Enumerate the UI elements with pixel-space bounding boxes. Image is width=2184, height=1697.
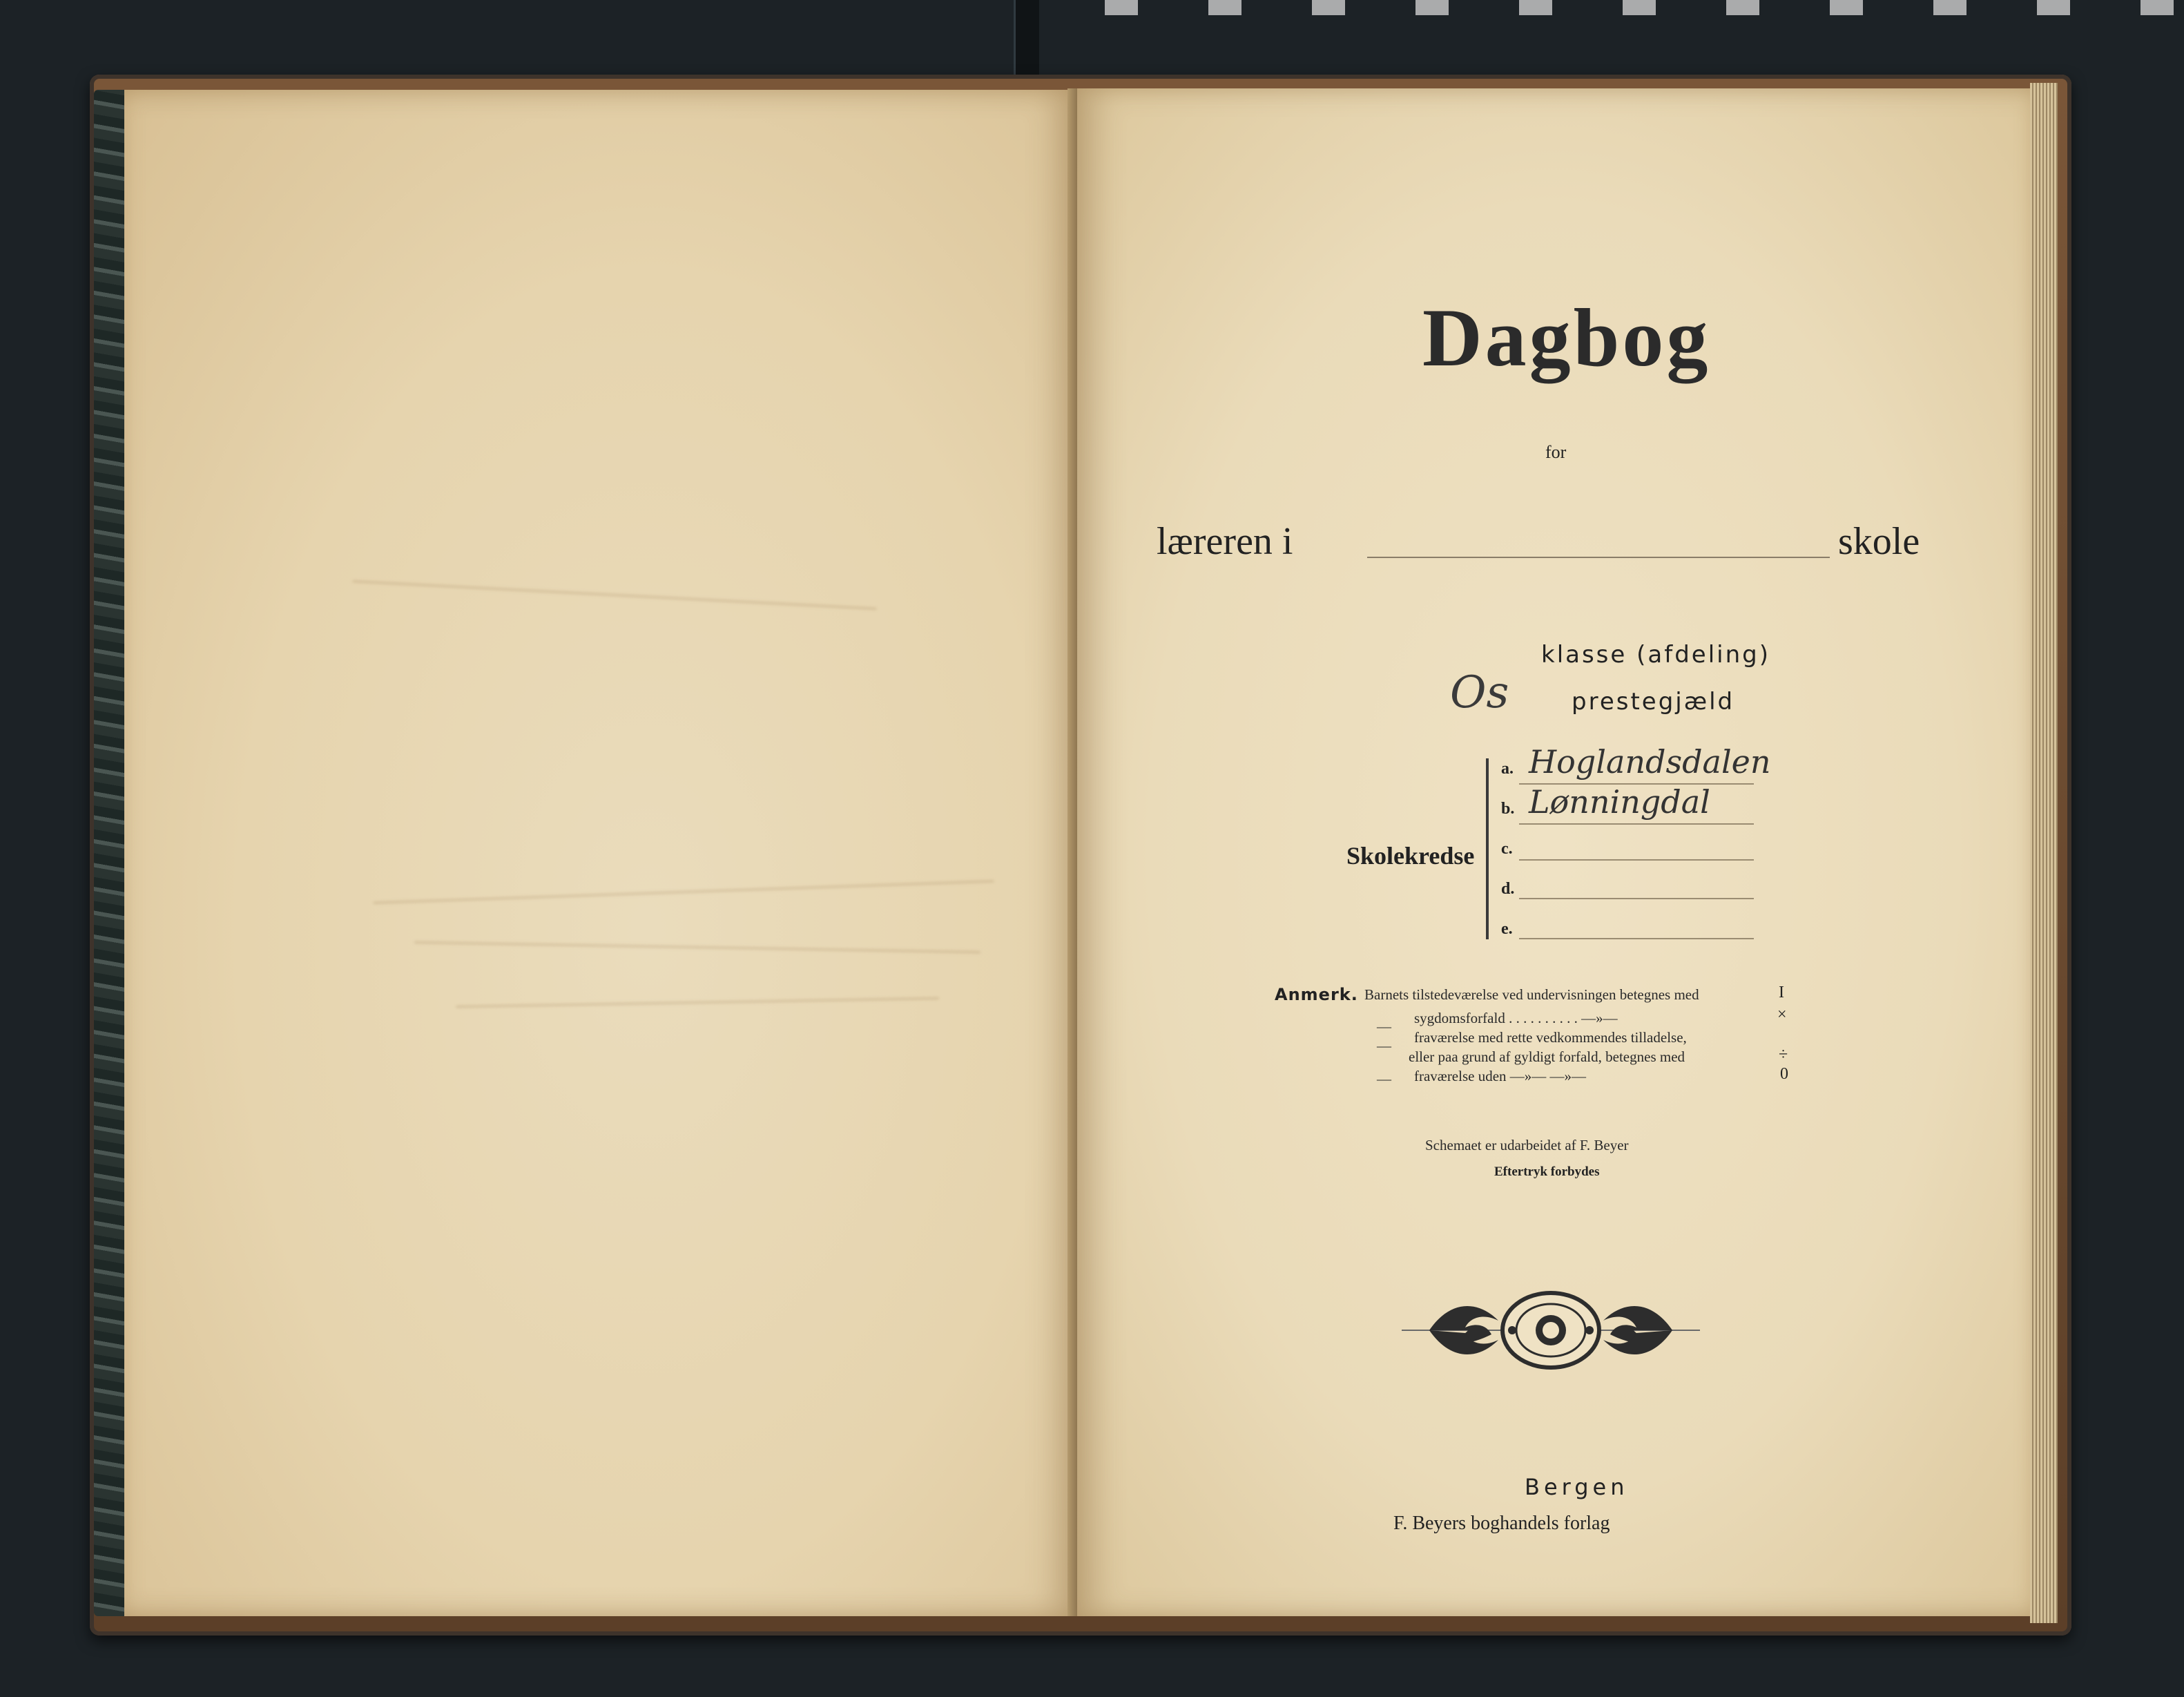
page-crease <box>456 997 939 1008</box>
symbol-sick: × <box>1777 1006 1787 1024</box>
anmerk-label: Anmerk. <box>1275 985 1358 1004</box>
kreds-letter-b: b. <box>1501 800 1515 818</box>
symbol-permitted: ÷ <box>1779 1046 1788 1064</box>
anmerk-line: eller paa grund af gyldigt forfald, betegnes med <box>1409 1048 1685 1065</box>
schema-credit: Schemaet er udarbeidet af F. Beyer <box>1425 1137 1629 1153</box>
kreds-line-d <box>1519 898 1754 899</box>
kreds-letter-a: a. <box>1501 760 1514 778</box>
publisher-place: Bergen <box>1525 1474 1629 1500</box>
anmerk-dash: — <box>1377 1018 1391 1035</box>
anmerk-dash: — <box>1377 1071 1391 1087</box>
kreds-letter-c: c. <box>1501 840 1513 858</box>
anmerk-line: Barnets tilstedeværelse ved undervisningen betegnes med <box>1364 986 1699 1003</box>
page-crease <box>352 580 876 610</box>
kreds-letter-d: d. <box>1501 880 1515 898</box>
kreds-line-e <box>1519 938 1754 939</box>
scan-ruler <box>1105 0 2184 15</box>
anmerk-line: fraværelse med rette vedkommendes tilladelse, <box>1414 1029 1687 1046</box>
kreds-letter-e: e. <box>1501 920 1513 938</box>
prestegjaeld-label: prestegjæld <box>1572 688 1735 716</box>
handwritten-parish: Os <box>1450 667 1509 718</box>
skolekredse-label: Skolekredse <box>1346 842 1475 870</box>
page-crease <box>414 941 980 953</box>
anmerk-line: sygdomsforfald . . . . . . . . . . —»— <box>1414 1010 1618 1026</box>
anmerk-line: fraværelse uden —»— —»— <box>1414 1068 1587 1084</box>
kreds-line-b <box>1519 823 1754 825</box>
publisher-name: F. Beyers boghandels forlag <box>1393 1513 1610 1534</box>
symbol-present: I <box>1779 984 1784 1001</box>
eftertryk-note: Eftertryk forbydes <box>1494 1164 1600 1179</box>
anmerk-dash: — <box>1377 1037 1391 1054</box>
kreds-value-a: Hoglandsdalen <box>1529 743 1771 780</box>
skolekredse-bracket <box>1486 758 1489 939</box>
kreds-value-b: Lønningdal <box>1529 783 1710 821</box>
page-crease <box>373 880 994 903</box>
skole-label: skole <box>1838 520 1920 563</box>
publisher-ornament-icon <box>1402 1286 1700 1374</box>
kreds-line-c <box>1519 859 1754 861</box>
scan-clip <box>1014 0 1039 83</box>
page-edges <box>2030 83 2058 1623</box>
page-title: Dagbog <box>1422 291 1711 383</box>
for-text: for <box>1545 442 1567 462</box>
symbol-absent: 0 <box>1780 1065 1788 1083</box>
left-page <box>124 90 1074 1616</box>
klasse-label: klasse (afdeling) <box>1541 641 1770 669</box>
laereren-label: læreren i <box>1157 520 1293 563</box>
school-name-line <box>1367 557 1830 558</box>
